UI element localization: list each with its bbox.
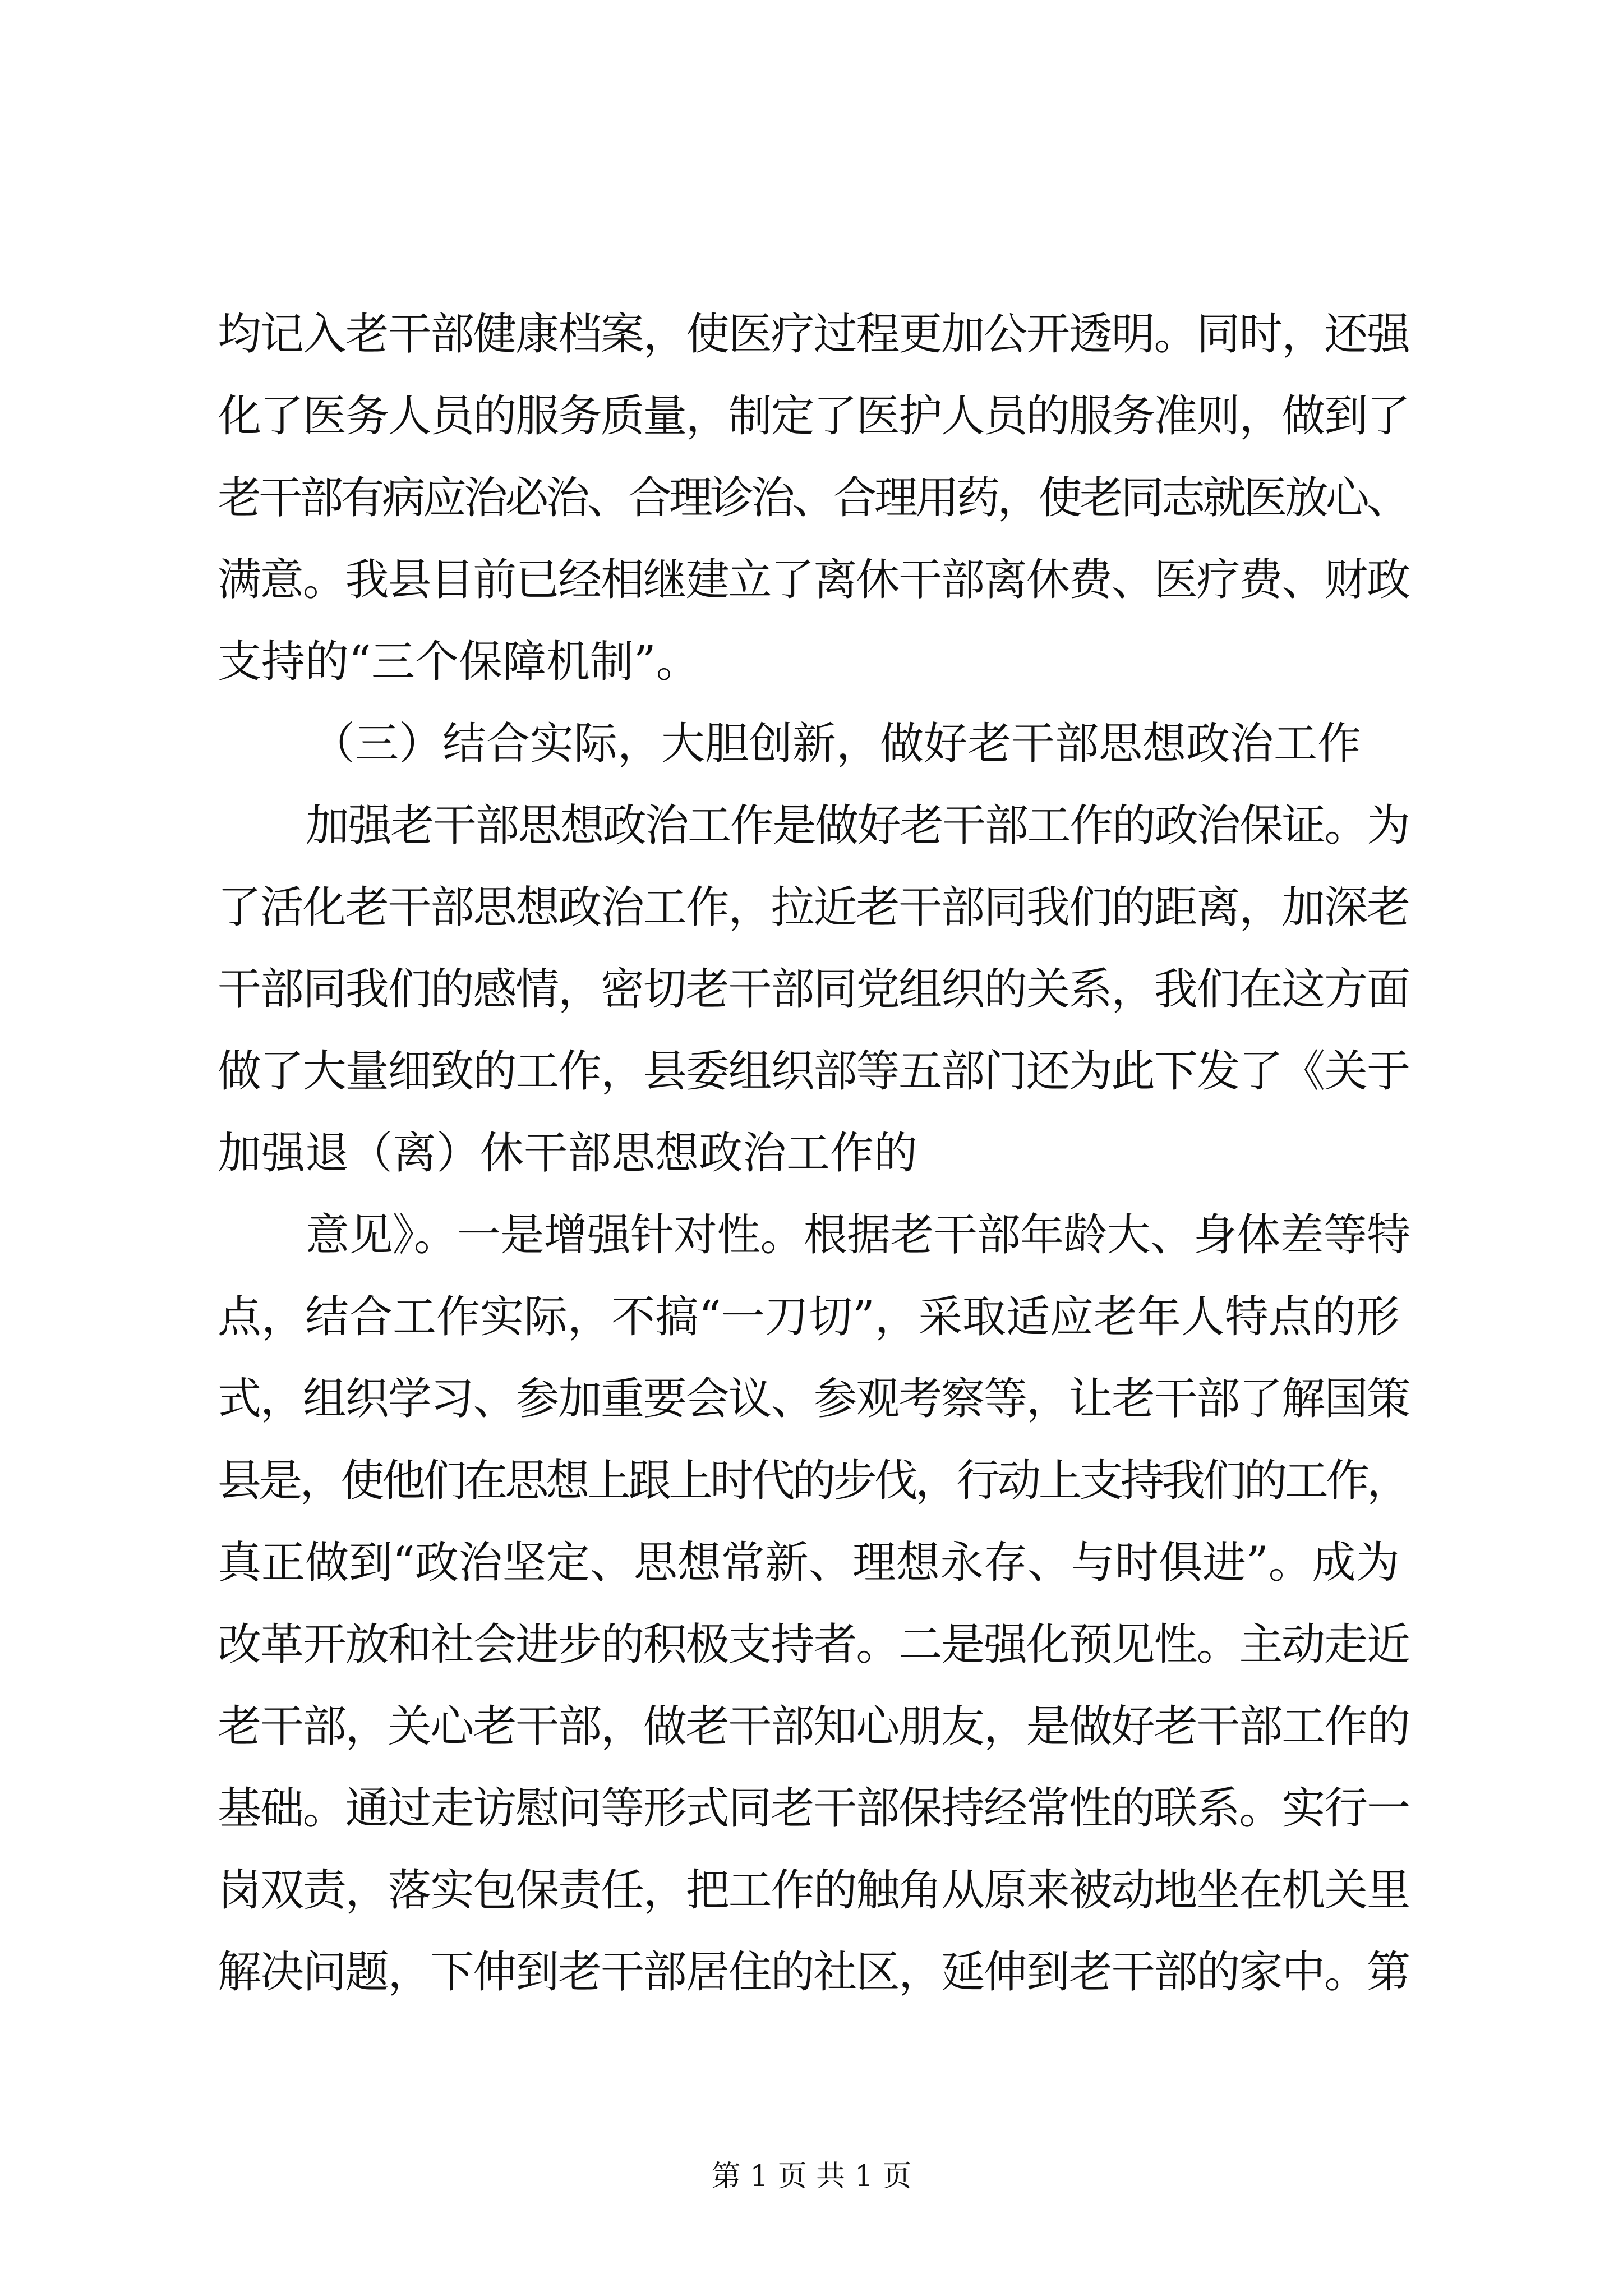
- body-text-line: 做了大量细致的工作，县委组织部等五部门还为此下发了《关于: [218, 1046, 1409, 1097]
- body-text-line: 了活化老干部思想政治工作，拉近老干部同我们的距离，加深老: [218, 882, 1409, 933]
- body-text-line: 均记入老干部健康档案，使医疗过程更加公开透明。同时，还强: [218, 309, 1409, 360]
- body-text-line: 老干部，关心老干部，做老干部知心朋友，是做好老干部工作的: [218, 1701, 1409, 1752]
- body-text-line: 改革开放和社会进步的积极支持者。二是强化预见性。主动走近: [218, 1619, 1409, 1670]
- body-text-line: 式，组织学习、参加重要会议、参观考察等，让老干部了解国策: [218, 1374, 1409, 1424]
- body-text-line: 点，结合工作实际，不搞“一刀切”，采取适应老年人特点的形: [218, 1292, 1400, 1342]
- body-text-line: 意见》。一是增强针对性。根据老干部年龄大、身体差等特: [306, 1210, 1410, 1260]
- body-text-line: 加强老干部思想政治工作是做好老干部工作的政治保证。为: [306, 800, 1409, 851]
- body-text-line: 支持的“三个保障机制”。: [218, 637, 700, 687]
- body-text-line: 老干部有病应治必治、合理诊治、合理用药，使老同志就医放心、: [218, 473, 1408, 523]
- body-text-line: 岗双责，落实包保责任，把工作的触角从原来被动地坐在机关里: [218, 1865, 1409, 1916]
- section-heading: （三）结合实际，大胆创新，做好老干部思想政治工作: [311, 719, 1362, 769]
- body-text-line: 基础。通过走访慰问等形式同老干部保持经常性的联系。实行一: [218, 1783, 1409, 1834]
- body-text-line: 解决问题，下伸到老干部居住的社区，延伸到老干部的家中。第: [218, 1947, 1409, 1998]
- body-text-line: 真正做到“政治坚定、思想常新、理想永存、与时俱进”。成为: [218, 1538, 1400, 1588]
- page-footer: 第 1 页 共 1 页: [711, 2160, 912, 2193]
- body-text-line: 化了医务人员的服务质量，制定了医护人员的服务准则，做到了: [218, 391, 1409, 441]
- body-text-line: 满意。我县目前已经相继建立了离休干部离休费、医疗费、财政: [218, 555, 1409, 605]
- body-text-line: 干部同我们的感情，密切老干部同党组织的关系，我们在这方面: [218, 964, 1409, 1015]
- body-text-line: 加强退（离）休干部思想政治工作的: [218, 1128, 918, 1179]
- body-text-line: 县是，使他们在思想上跟上时代的步伐，行动上支持我们的工作，: [218, 1456, 1408, 1506]
